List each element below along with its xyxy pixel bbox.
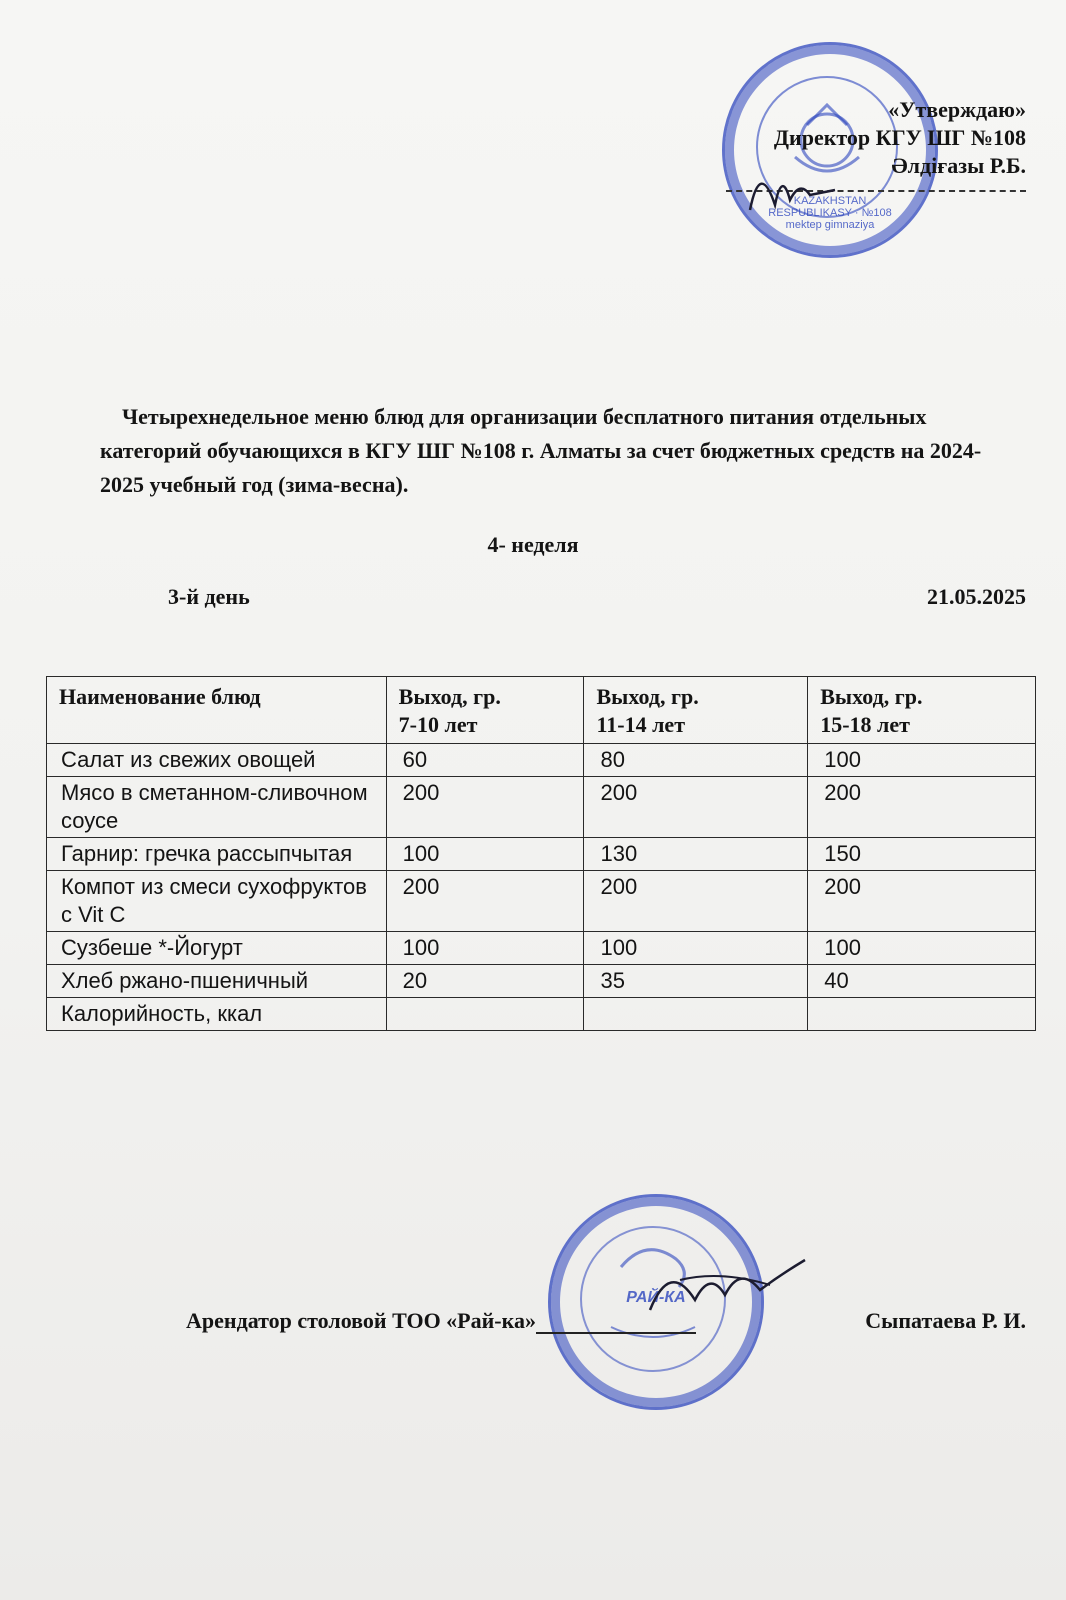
- table-row: [47, 871, 1036, 932]
- document-title: Четырехнедельное меню блюд для организации бесплатного питания отдельных категорий обучающихся в КГУ ШГ №108 г. Алматы за счет бюджетных средств на 2024-2025 учебный год (зима-весна).: [100, 404, 982, 497]
- yield-15-18: 100: [808, 744, 1036, 777]
- tenant-name: Сыпатаева Р. И.: [865, 1308, 1026, 1333]
- dish-name: Компот из смеси сухофруктов с Vit C: [47, 871, 387, 932]
- tenant-label: Арендатор столовой ТОО «Рай-ка»: [186, 1308, 536, 1333]
- director-signature: [740, 150, 850, 230]
- tenant-line: [186, 1308, 696, 1334]
- approval-position: Директор КГУ ШГ №108: [773, 125, 1026, 150]
- yield-11-14: 35: [584, 965, 808, 998]
- approval-name: Әлдіғазы Р.Б.: [891, 153, 1026, 178]
- yield-11-14: [584, 998, 808, 1031]
- yield-7-10: 100: [386, 932, 584, 965]
- table-row: [47, 838, 1036, 871]
- yield-15-18: 100: [808, 932, 1036, 965]
- dish-name: Мясо в сметанном-сливочном соусе: [47, 777, 387, 838]
- yield-7-10: 100: [386, 838, 584, 871]
- table-row: [47, 777, 1036, 838]
- yield-7-10: 60: [386, 744, 584, 777]
- header-age-label: 15-18 лет: [820, 712, 910, 737]
- yield-15-18: 200: [808, 777, 1036, 838]
- date-label: 21.05.2025: [927, 584, 1026, 609]
- header-yield-label: Выход, гр.: [820, 684, 923, 709]
- table-row-calories: [47, 998, 1036, 1031]
- dish-name: Гарнир: гречка рассыпчытая: [47, 838, 387, 871]
- header-dish-name: Наименование блюд: [47, 677, 387, 744]
- table-row: [47, 932, 1036, 965]
- header-age-label: 11-14 лет: [596, 712, 685, 737]
- yield-7-10: 200: [386, 777, 584, 838]
- yield-15-18: 200: [808, 871, 1036, 932]
- header-age-label: 7-10 лет: [398, 712, 478, 737]
- yield-15-18: 40: [808, 965, 1036, 998]
- yield-15-18: 150: [808, 838, 1036, 871]
- dish-name: Салат из свежих овощей: [47, 744, 387, 777]
- tenant-stamp-text: РАЙ-КА: [626, 1289, 686, 1306]
- yield-11-14: 200: [584, 777, 808, 838]
- header-yield-11-14: [584, 677, 808, 744]
- dish-name: Сузбеше *-Йогурт: [47, 932, 387, 965]
- day-label: 3-й день: [168, 584, 250, 609]
- header-yield-label: Выход, гр.: [596, 684, 699, 709]
- school-stamp-text: KAZAKHSTAN RESPUBLIKASY · №108 mektep gimnaziya: [768, 195, 892, 231]
- yield-11-14: 100: [584, 932, 808, 965]
- yield-15-18: [808, 998, 1036, 1031]
- header-yield-15-18: [808, 677, 1036, 744]
- yield-7-10: [386, 998, 584, 1031]
- yield-7-10: 20: [386, 965, 584, 998]
- week-label: 4- неделя: [487, 532, 579, 557]
- approval-title: «Утверждаю»: [888, 97, 1026, 122]
- header-yield-label: Выход, гр.: [398, 684, 501, 709]
- table-row: [47, 744, 1036, 777]
- dish-name: Хлеб ржано-пшеничный: [47, 965, 387, 998]
- table-header-row: [47, 677, 1036, 744]
- yield-11-14: 200: [584, 871, 808, 932]
- yield-11-14: 130: [584, 838, 808, 871]
- yield-7-10: 200: [386, 871, 584, 932]
- yield-11-14: 80: [584, 744, 808, 777]
- tenant-signature: [640, 1240, 810, 1330]
- table-row: [47, 965, 1036, 998]
- dish-name: Калорийность, ккал: [47, 998, 387, 1031]
- header-yield-7-10: [386, 677, 584, 744]
- menu-table: [46, 676, 1036, 1031]
